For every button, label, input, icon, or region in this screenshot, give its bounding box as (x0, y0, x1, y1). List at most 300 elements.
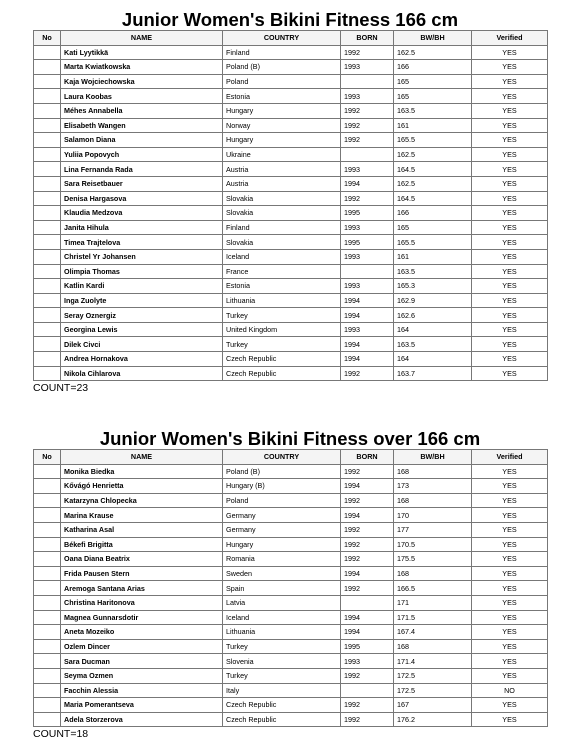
table-row (34, 103, 548, 118)
cell-no (34, 508, 61, 523)
cell-bw: 173 (394, 479, 472, 494)
cell-country: Turkey (223, 639, 341, 654)
cell-born: 1992 (341, 191, 394, 206)
cell-bw: 164 (394, 322, 472, 337)
cell-bw: 168 (394, 464, 472, 479)
cell-no (34, 581, 61, 596)
cell-name: Seyma Ozmen (61, 668, 223, 683)
cell-born: 1992 (341, 581, 394, 596)
table-row (34, 625, 548, 640)
cell-born: 1992 (341, 698, 394, 713)
cell-bw: 162.5 (394, 147, 472, 162)
cell-name: Inga Zuolyte (61, 293, 223, 308)
cell-verified: YES (472, 337, 548, 352)
cell-verified: YES (472, 639, 548, 654)
cell-born: 1994 (341, 337, 394, 352)
cell-born: 1994 (341, 566, 394, 581)
cell-no (34, 464, 61, 479)
table-row (34, 522, 548, 537)
cell-name: Seray Oznergiz (61, 308, 223, 323)
cell-name: Denisa Hargasova (61, 191, 223, 206)
header-country: COUNTRY (223, 31, 341, 46)
cell-country: Spain (223, 581, 341, 596)
cell-bw: 162.5 (394, 45, 472, 60)
table-row (34, 45, 548, 60)
cell-no (34, 639, 61, 654)
header-no: No (34, 31, 61, 46)
cell-country: Finland (223, 45, 341, 60)
header-bw: BW/BH (394, 450, 472, 465)
cell-country: Turkey (223, 668, 341, 683)
cell-no (34, 264, 61, 279)
table-row (34, 552, 548, 567)
cell-no (34, 74, 61, 89)
table-body (34, 464, 548, 727)
cell-verified: YES (472, 308, 548, 323)
cell-verified: YES (472, 508, 548, 523)
cell-no (34, 668, 61, 683)
cell-bw: 166.5 (394, 581, 472, 596)
cell-name: Aremoga Santana Arias (61, 581, 223, 596)
cell-born (341, 264, 394, 279)
cell-country: Sweden (223, 566, 341, 581)
cell-born (341, 147, 394, 162)
cell-name: Andrea Hornakova (61, 352, 223, 367)
cell-country: Iceland (223, 610, 341, 625)
cell-country: Lithuania (223, 293, 341, 308)
table-row (34, 508, 548, 523)
header-country: COUNTRY (223, 450, 341, 465)
cell-verified: YES (472, 479, 548, 494)
cell-bw: 175.5 (394, 552, 472, 567)
cell-bw: 167 (394, 698, 472, 713)
cell-country: Romania (223, 552, 341, 567)
cell-verified: YES (472, 206, 548, 221)
cell-verified: YES (472, 493, 548, 508)
cell-no (34, 279, 61, 294)
cell-born: 1993 (341, 60, 394, 75)
cell-born: 1992 (341, 133, 394, 148)
cell-born: 1993 (341, 89, 394, 104)
table-row (34, 493, 548, 508)
cell-name: Frida Pausen Stern (61, 566, 223, 581)
cell-bw: 162.9 (394, 293, 472, 308)
header-name: NAME (61, 450, 223, 465)
table-row (34, 668, 548, 683)
cell-no (34, 522, 61, 537)
table-row (34, 683, 548, 698)
cell-no (34, 191, 61, 206)
table-row (34, 698, 548, 713)
cell-verified: YES (472, 103, 548, 118)
cell-bw: 168 (394, 566, 472, 581)
cell-born: 1992 (341, 668, 394, 683)
cell-bw: 163.5 (394, 103, 472, 118)
cell-bw: 167.4 (394, 625, 472, 640)
cell-born: 1992 (341, 712, 394, 727)
cell-country: Iceland (223, 249, 341, 264)
cell-name: Méhes Annabella (61, 103, 223, 118)
cell-verified: YES (472, 133, 548, 148)
cell-name: Békefi Brigitta (61, 537, 223, 552)
cell-country: Austria (223, 176, 341, 191)
cell-name: Georgina Lewis (61, 322, 223, 337)
cell-name: Katharina Asal (61, 522, 223, 537)
table-row (34, 639, 548, 654)
cell-bw: 165.5 (394, 133, 472, 148)
cell-no (34, 206, 61, 221)
cell-no (34, 595, 61, 610)
cell-born: 1992 (341, 464, 394, 479)
cell-country: Slovakia (223, 235, 341, 250)
competitor-count: COUNT=23 (33, 382, 89, 395)
cell-verified: YES (472, 522, 548, 537)
cell-country: Lithuania (223, 625, 341, 640)
cell-country: Czech Republic (223, 698, 341, 713)
table-row (34, 566, 548, 581)
cell-born: 1992 (341, 537, 394, 552)
cell-bw: 168 (394, 493, 472, 508)
table-row (34, 89, 548, 104)
cell-born: 1993 (341, 249, 394, 264)
cell-name: Aneta Mozeiko (61, 625, 223, 640)
cell-bw: 177 (394, 522, 472, 537)
cell-verified: YES (472, 147, 548, 162)
cell-born: 1994 (341, 308, 394, 323)
cell-name: Kaja Wojciechowska (61, 74, 223, 89)
cell-bw: 163.7 (394, 366, 472, 381)
cell-name: Sara Reisetbauer (61, 176, 223, 191)
results-table (33, 449, 548, 727)
cell-country: Hungary (223, 537, 341, 552)
cell-born: 1992 (341, 493, 394, 508)
section-title: Junior Women's Bikini Fitness 166 cm (121, 9, 459, 30)
cell-country: Poland (223, 493, 341, 508)
cell-verified: YES (472, 191, 548, 206)
cell-born: 1994 (341, 610, 394, 625)
table-row (34, 712, 548, 727)
table-body (34, 45, 548, 381)
cell-no (34, 537, 61, 552)
table-row (34, 352, 548, 367)
cell-verified: YES (472, 235, 548, 250)
cell-born: 1994 (341, 293, 394, 308)
cell-no (34, 60, 61, 75)
cell-name: Christina Haritonova (61, 595, 223, 610)
cell-bw: 171.4 (394, 654, 472, 669)
cell-no (34, 698, 61, 713)
cell-country: Poland (223, 74, 341, 89)
cell-name: Marina Krause (61, 508, 223, 523)
table-row (34, 654, 548, 669)
table-row (34, 235, 548, 250)
cell-no (34, 89, 61, 104)
cell-born: 1993 (341, 322, 394, 337)
cell-name: Oana Diana Beatrix (61, 552, 223, 567)
cell-country: Norway (223, 118, 341, 133)
cell-country: Slovakia (223, 191, 341, 206)
section-title: Junior Women's Bikini Fitness over 166 cm (99, 428, 481, 449)
cell-name: Magnea Gunnarsdotir (61, 610, 223, 625)
cell-country: Poland (B) (223, 464, 341, 479)
cell-bw: 171 (394, 595, 472, 610)
cell-bw: 165 (394, 74, 472, 89)
table-header-row (34, 31, 548, 46)
cell-bw: 172.5 (394, 683, 472, 698)
table-row (34, 366, 548, 381)
cell-no (34, 479, 61, 494)
table-row (34, 610, 548, 625)
table-row (34, 337, 548, 352)
cell-verified: YES (472, 537, 548, 552)
cell-name: Sara Ducman (61, 654, 223, 669)
cell-country: Hungary (B) (223, 479, 341, 494)
cell-born: 1992 (341, 103, 394, 118)
competitor-count: COUNT=18 (33, 728, 89, 741)
cell-verified: YES (472, 610, 548, 625)
cell-bw: 168 (394, 639, 472, 654)
cell-name: Laura Koobas (61, 89, 223, 104)
cell-verified: YES (472, 668, 548, 683)
cell-no (34, 552, 61, 567)
cell-born: 1993 (341, 279, 394, 294)
cell-born: 1993 (341, 654, 394, 669)
cell-verified: YES (472, 366, 548, 381)
header-verified: Verified (472, 450, 548, 465)
table-row (34, 264, 548, 279)
cell-country: Poland (B) (223, 60, 341, 75)
table-row (34, 118, 548, 133)
table-row (34, 249, 548, 264)
cell-bw: 165.5 (394, 235, 472, 250)
cell-name: Klaudia Medzova (61, 206, 223, 221)
cell-no (34, 293, 61, 308)
table-row (34, 308, 548, 323)
cell-no (34, 133, 61, 148)
header-name: NAME (61, 31, 223, 46)
cell-verified: YES (472, 118, 548, 133)
cell-country: Hungary (223, 133, 341, 148)
cell-name: Yuliia Popovych (61, 147, 223, 162)
cell-country: Estonia (223, 279, 341, 294)
table-row (34, 581, 548, 596)
cell-bw: 171.5 (394, 610, 472, 625)
cell-bw: 165 (394, 220, 472, 235)
cell-bw: 165 (394, 89, 472, 104)
cell-born: 1994 (341, 625, 394, 640)
table-row (34, 60, 548, 75)
cell-born: 1994 (341, 508, 394, 523)
cell-name: Nikola Cihlarova (61, 366, 223, 381)
cell-country: Finland (223, 220, 341, 235)
cell-verified: YES (472, 552, 548, 567)
cell-verified: YES (472, 293, 548, 308)
cell-country: Czech Republic (223, 366, 341, 381)
cell-name: Katlin Kardi (61, 279, 223, 294)
cell-verified: YES (472, 249, 548, 264)
cell-verified: YES (472, 352, 548, 367)
cell-bw: 163.5 (394, 264, 472, 279)
cell-verified: YES (472, 279, 548, 294)
cell-no (34, 683, 61, 698)
cell-verified: YES (472, 712, 548, 727)
cell-born: 1994 (341, 352, 394, 367)
cell-name: Janita Hihula (61, 220, 223, 235)
cell-name: Kővágó Henrietta (61, 479, 223, 494)
cell-bw: 170 (394, 508, 472, 523)
cell-verified: YES (472, 698, 548, 713)
cell-name: Dilek Civci (61, 337, 223, 352)
cell-name: Christel Yr Johansen (61, 249, 223, 264)
cell-no (34, 220, 61, 235)
cell-bw: 162.6 (394, 308, 472, 323)
cell-name: Salamon Diana (61, 133, 223, 148)
cell-name: Marta Kwiatkowska (61, 60, 223, 75)
cell-country: United Kingdom (223, 322, 341, 337)
cell-country: Germany (223, 522, 341, 537)
table-row (34, 220, 548, 235)
cell-verified: YES (472, 264, 548, 279)
cell-no (34, 610, 61, 625)
cell-verified: YES (472, 162, 548, 177)
cell-born (341, 683, 394, 698)
cell-born: 1992 (341, 366, 394, 381)
cell-name: Maria Pomerantseva (61, 698, 223, 713)
cell-country: Latvia (223, 595, 341, 610)
table-row (34, 74, 548, 89)
table-row (34, 191, 548, 206)
cell-bw: 161 (394, 249, 472, 264)
table-row (34, 479, 548, 494)
cell-name: Kati Lyytikkä (61, 45, 223, 60)
cell-verified: YES (472, 322, 548, 337)
cell-born: 1995 (341, 206, 394, 221)
cell-born: 1992 (341, 118, 394, 133)
header-born: BORN (341, 31, 394, 46)
cell-bw: 164.5 (394, 162, 472, 177)
cell-country: Czech Republic (223, 712, 341, 727)
cell-bw: 176.2 (394, 712, 472, 727)
cell-verified: NO (472, 683, 548, 698)
cell-verified: YES (472, 74, 548, 89)
cell-bw: 165.3 (394, 279, 472, 294)
cell-country: Ukraine (223, 147, 341, 162)
cell-name: Monika Biedka (61, 464, 223, 479)
cell-verified: YES (472, 625, 548, 640)
cell-no (34, 654, 61, 669)
table-row (34, 279, 548, 294)
table-row (34, 176, 548, 191)
cell-no (34, 493, 61, 508)
cell-verified: YES (472, 581, 548, 596)
cell-country: Italy (223, 683, 341, 698)
cell-born: 1994 (341, 176, 394, 191)
cell-verified: YES (472, 89, 548, 104)
cell-country: France (223, 264, 341, 279)
cell-born: 1992 (341, 522, 394, 537)
cell-verified: YES (472, 654, 548, 669)
table-row (34, 293, 548, 308)
cell-country: Germany (223, 508, 341, 523)
cell-bw: 163.5 (394, 337, 472, 352)
cell-no (34, 366, 61, 381)
cell-born: 1994 (341, 479, 394, 494)
cell-no (34, 162, 61, 177)
cell-country: Austria (223, 162, 341, 177)
cell-country: Slovakia (223, 206, 341, 221)
table-row (34, 464, 548, 479)
cell-name: Lina Fernanda Rada (61, 162, 223, 177)
cell-born: 1995 (341, 235, 394, 250)
cell-bw: 164.5 (394, 191, 472, 206)
cell-no (34, 147, 61, 162)
table-row (34, 537, 548, 552)
cell-no (34, 566, 61, 581)
cell-no (34, 322, 61, 337)
cell-no (34, 337, 61, 352)
header-born: BORN (341, 450, 394, 465)
table-row (34, 322, 548, 337)
cell-name: Olimpia Thomas (61, 264, 223, 279)
table-row (34, 133, 548, 148)
cell-bw: 166 (394, 60, 472, 75)
cell-verified: YES (472, 566, 548, 581)
cell-country: Hungary (223, 103, 341, 118)
cell-born: 1992 (341, 45, 394, 60)
cell-no (34, 103, 61, 118)
cell-country: Czech Republic (223, 352, 341, 367)
cell-bw: 164 (394, 352, 472, 367)
cell-born (341, 595, 394, 610)
section-over-166 (33, 429, 547, 741)
table-row (34, 206, 548, 221)
table-row (34, 595, 548, 610)
cell-bw: 162.5 (394, 176, 472, 191)
cell-no (34, 235, 61, 250)
cell-verified: YES (472, 595, 548, 610)
cell-bw: 161 (394, 118, 472, 133)
cell-bw: 166 (394, 206, 472, 221)
table-row (34, 147, 548, 162)
cell-verified: YES (472, 45, 548, 60)
cell-name: Timea Trajtelova (61, 235, 223, 250)
cell-name: Facchin Alessia (61, 683, 223, 698)
cell-verified: YES (472, 176, 548, 191)
cell-born: 1993 (341, 162, 394, 177)
header-verified: Verified (472, 31, 548, 46)
table-header-row (34, 450, 548, 465)
cell-no (34, 118, 61, 133)
cell-country: Slovenia (223, 654, 341, 669)
cell-born: 1992 (341, 552, 394, 567)
section-under-166 (33, 10, 547, 395)
cell-verified: YES (472, 220, 548, 235)
cell-name: Adela Storzerova (61, 712, 223, 727)
cell-bw: 172.5 (394, 668, 472, 683)
header-no: No (34, 450, 61, 465)
cell-no (34, 625, 61, 640)
cell-no (34, 45, 61, 60)
cell-name: Elisabeth Wangen (61, 118, 223, 133)
cell-name: Ozlem Dincer (61, 639, 223, 654)
cell-no (34, 249, 61, 264)
cell-country: Turkey (223, 337, 341, 352)
cell-no (34, 176, 61, 191)
cell-bw: 170.5 (394, 537, 472, 552)
cell-born: 1995 (341, 639, 394, 654)
table-row (34, 162, 548, 177)
cell-name: Katarzyna Chlopecka (61, 493, 223, 508)
